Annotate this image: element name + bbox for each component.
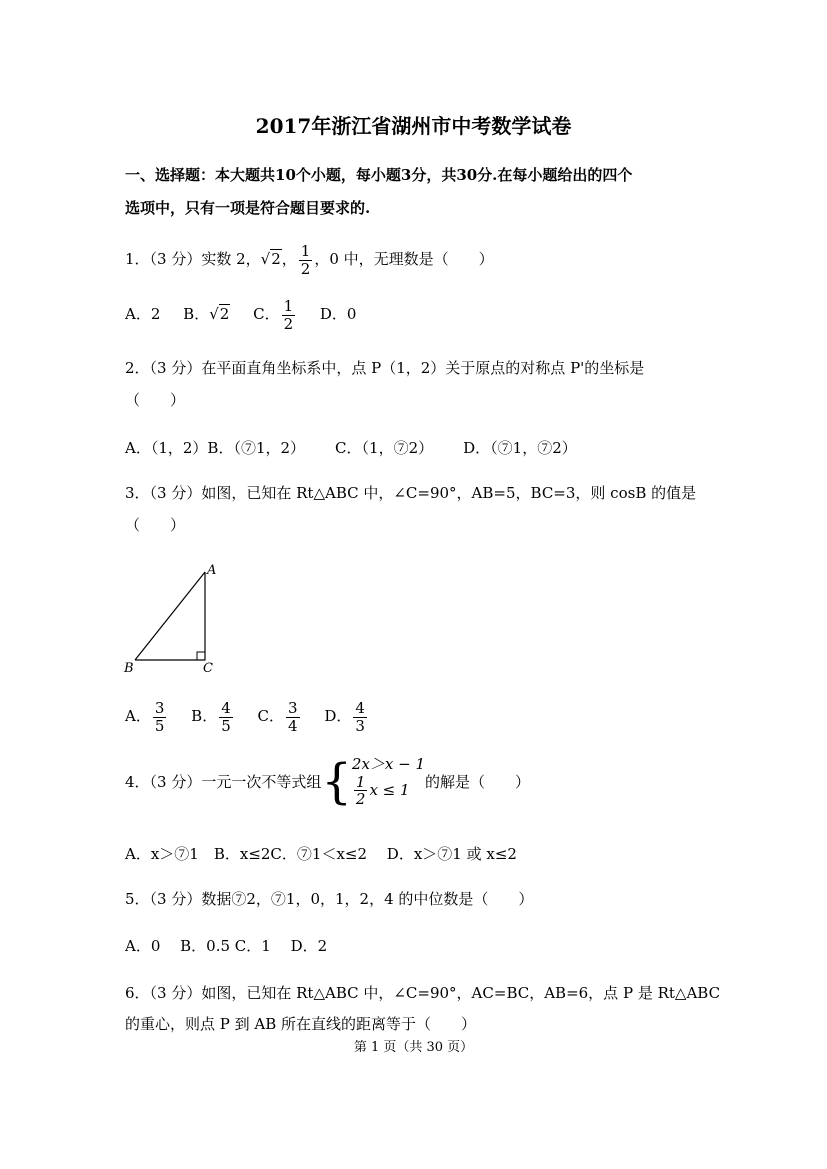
q1-optc-den: 2	[283, 314, 294, 333]
q3-optb-num: 4	[221, 699, 231, 717]
q3-optd-label: D．	[324, 707, 352, 725]
section-heading-line1: 一、选择题：本大题共10个小题，每小题3分，共30分.在每小题给出的四个	[125, 166, 633, 184]
q3-opta-den: 5	[154, 716, 165, 735]
q3-option-b[interactable]	[191, 700, 235, 734]
question-3-options	[125, 700, 387, 734]
q1-optc-num: 1	[283, 297, 294, 315]
q1-optc-label: C．	[253, 305, 280, 323]
q3-optb-fraction	[219, 700, 233, 734]
q3-option-d[interactable]	[324, 700, 369, 734]
side-ab	[135, 572, 205, 660]
q1-stem-start: 1．（3 分）实数 2，	[125, 250, 261, 268]
q3-optc-den: 4	[288, 716, 298, 735]
q2-option-b[interactable]: B．（⑦1，2）	[207, 439, 306, 457]
question-1-options	[125, 298, 374, 332]
q4-fraction	[354, 774, 368, 808]
q4-frac-den: 2	[355, 790, 366, 809]
q3-optb-label: B．	[191, 707, 218, 725]
q1-fraction	[299, 243, 313, 277]
q3-optc-label: C．	[257, 707, 285, 725]
sqrt-symbol: √2	[260, 250, 281, 268]
q3-option-a[interactable]	[125, 700, 168, 734]
q3-optd-num: 4	[355, 699, 365, 717]
vertex-label-b: B	[124, 661, 134, 676]
question-5-options[interactable]: A．0 B．0.5 C．1 D．2	[125, 937, 328, 955]
q4-frac-num: 1	[355, 772, 366, 791]
q1-option-d[interactable]: D．0	[319, 305, 357, 323]
inequality-1: 2x＞x − 1	[351, 755, 426, 773]
q4-ineq2-rest: x ≤ 1	[369, 780, 410, 799]
q1-option-a[interactable]: A．2	[125, 305, 161, 323]
vertex-label-c: C	[203, 661, 213, 676]
q4-stem-end: 的解是（ ）	[425, 772, 531, 791]
q3-optd-den: 3	[355, 716, 365, 735]
q3-optc-fraction	[286, 700, 300, 734]
question-2-stem-line1: 2．（3 分）在平面直角坐标系中，点 P（1，2）关于原点的对称点 P'的坐标是	[125, 359, 645, 377]
inequality-2	[352, 774, 425, 808]
question-6-stem-line1: 6．（3 分）如图，已知在 Rt△ABC 中，∠C=90°，AC=BC，AB=6，点 P 是 Rt△ABC	[125, 984, 721, 1002]
q3-opta-fraction	[153, 700, 167, 734]
section-heading-line2: 选项中，只有一项是符合题目要求的.	[125, 199, 371, 217]
left-brace-icon: {	[321, 753, 352, 810]
q1-optb-label: B．	[183, 305, 210, 323]
question-3-stem-line1: 3．（3 分）如图，已知在 Rt△ABC 中，∠C=90°，AB=5，BC=3，则 cosB 的值是	[125, 484, 697, 502]
q1-option-c[interactable]	[253, 298, 297, 332]
question-5-stem: 5．（3 分）数据⑦2，⑦1，0，1，2，4 的中位数是（ ）	[125, 890, 534, 908]
q4-stem-start: 4．（3 分）一元一次不等式组	[125, 772, 322, 791]
question-6-stem-line2: 的重心，则点 P 到 AB 所在直线的距离等于（ ）	[125, 1015, 477, 1033]
question-3-stem-line2: （ ）	[125, 516, 186, 534]
q3-opta-num: 3	[154, 699, 165, 717]
question-4-options[interactable]: A．x＞⑦1 B．x≤2C．⑦1＜x≤2 D．x＞⑦1 或 x≤2	[125, 845, 517, 863]
q3-optd-fraction	[353, 700, 367, 734]
question-4-stem	[125, 755, 530, 808]
right-angle-marker	[197, 652, 205, 660]
q1-option-b[interactable]	[183, 303, 230, 324]
question-2-options	[125, 437, 577, 458]
q1-optb-radicand: 2	[219, 305, 230, 323]
q1-sqrt-radicand: 2	[271, 250, 281, 268]
q2-option-c[interactable]: C．（1，⑦2）	[335, 439, 434, 457]
q3-option-c[interactable]	[258, 700, 302, 734]
q3-opta-label: A．	[125, 707, 151, 725]
q3-optc-num: 3	[288, 699, 298, 717]
q1-comma: ，	[281, 250, 297, 268]
vertex-label-a: A	[207, 563, 217, 578]
q1-frac-den: 2	[300, 259, 311, 278]
page-footer: 第 1 页（共 30 页）	[353, 1040, 474, 1055]
sqrt-symbol: √2	[209, 305, 230, 323]
page-title: 2017年浙江省湖州市中考数学试卷	[255, 114, 572, 138]
inequality-system	[352, 755, 425, 808]
q1-frac-num: 1	[300, 242, 311, 260]
q2-option-a[interactable]: A．（1，2）	[125, 439, 208, 457]
question-2-stem-line2: （ ）	[125, 391, 186, 409]
q1-stem-end: ，0 中，无理数是（ ）	[314, 250, 494, 268]
question-1-stem	[125, 243, 494, 277]
triangle-figure	[120, 562, 220, 677]
q1-optc-fraction	[282, 298, 296, 332]
q2-option-d[interactable]: D．（⑦1，⑦2）	[463, 439, 577, 457]
q3-optb-den: 5	[221, 716, 231, 735]
